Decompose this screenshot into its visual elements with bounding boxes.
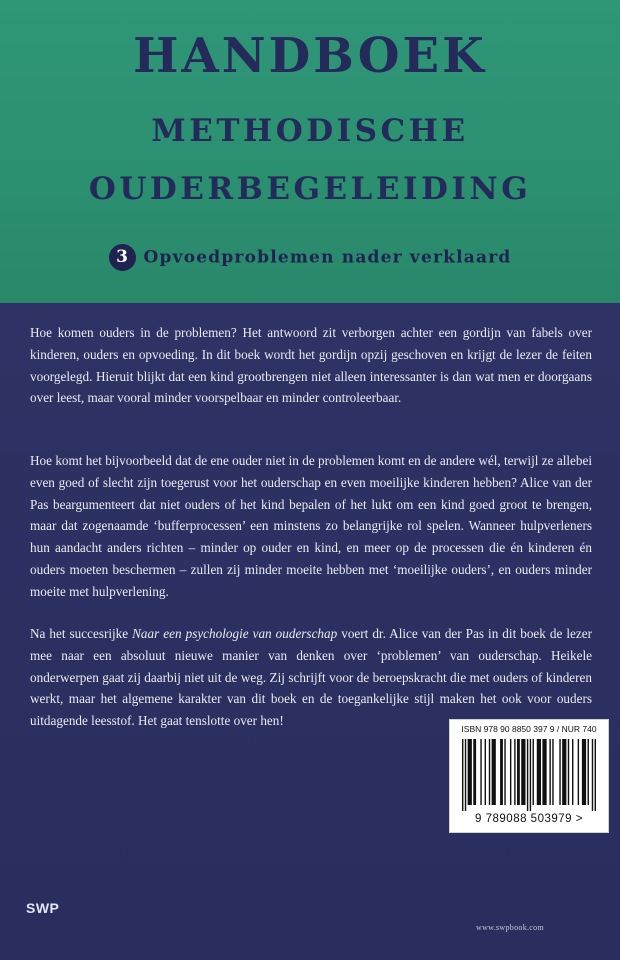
barcode-bar	[514, 739, 515, 805]
barcode-bar	[465, 739, 466, 811]
title-ouderbegeleiding: OUDERBEGELEIDING	[88, 171, 532, 207]
barcode-bar	[588, 739, 589, 805]
barcode-bar	[521, 739, 525, 805]
barcode-bar	[542, 739, 546, 805]
barcode-bar	[552, 739, 553, 805]
barcode-bar	[533, 739, 534, 805]
barcode	[462, 739, 596, 811]
publisher-logo: SWP	[26, 900, 60, 916]
barcode-bar	[549, 739, 550, 805]
barcode-bar	[572, 739, 573, 805]
isbn-label: ISBN 978 90 8850 397 9 / NUR 740	[461, 724, 597, 734]
barcode-bar	[592, 739, 593, 811]
barcode-bar	[473, 739, 476, 805]
volume-number-badge: 3	[109, 244, 136, 271]
blurb-p3-start: Na het succesrijke	[30, 626, 133, 641]
title-band	[0, 0, 620, 303]
barcode-bar	[568, 739, 569, 805]
barcode-box	[449, 719, 609, 833]
blurb-paragraph-1: Hoe komen ouders in de problemen? Het antwoord zit verborgen achter een gordijn van fabels over kinderen, ouders en opvoeding. In dit boek wordt het gordijn opzij geschoven en krijgt de lezer de feiten voorgelegd. Hieruit blijkt dat een kind grootbrengen niet alleen interessanter is dan wat men er doorgaans over leest, maar vooral minder voorspelbaar en minder controleerbaar.	[30, 325, 592, 406]
previous-book-title: Naar een psychologie van ouderschap	[132, 626, 338, 641]
volume-subtitle: Opvoedproblemen nader verklaard	[143, 247, 512, 268]
barcode-bar	[578, 739, 579, 805]
barcode-bar	[462, 739, 463, 811]
blurb-paragraph-2: Hoe komt het bijvoorbeeld dat de ene ouder niet in de problemen komt en de andere wél, terwijl ze allebei even goed of slecht zijn toegerust voor het ouderschap en even moeilijke kinderen hebben? Alice van der Pas beargumenteert dat niet ouders of het kind bepalen of het lukt om een kind goed groot te brengen, maar dat zogenaamde ‘bufferprocessen’ een minstens zo belangrijke rol spelen. Wanneer hulpverleners hun aandacht anders richten – minder op ouder en kind, en meer op de processen die én kinderen én ouders moeten beschermen – zullen zij minder moeite hebben met ‘moeilijke ouders’, en ouders minder moeite met hulpverlening.	[30, 453, 592, 599]
barcode-bar	[559, 739, 560, 805]
barcode-bar	[492, 739, 496, 805]
title-handboek: HANDBOEK	[133, 28, 487, 84]
barcode-bar	[595, 739, 596, 811]
barcode-bar	[500, 739, 503, 805]
barcode-bar	[537, 739, 541, 805]
barcode-bar	[517, 739, 520, 805]
barcode-bar	[485, 739, 486, 805]
barcode-bar	[530, 739, 531, 811]
barcode-digits: 9 789088 503979 >	[475, 813, 583, 825]
barcode-bar	[562, 739, 566, 805]
barcode-bar	[480, 739, 481, 805]
barcode-bar	[468, 739, 472, 805]
barcode-bar	[527, 739, 528, 811]
blurb-paragraph-3	[30, 623, 592, 732]
barcode-bar	[489, 739, 490, 805]
volume-subtitle-line	[0, 244, 620, 271]
barcode-bar	[504, 739, 505, 805]
blurb-p3-rest: voert dr. Alice van der Pas in dit boek de lezer mee naar een absoluut nieuwe manier van denken over ‘problemen’ van ouderschap. Heikele onderwerpen gaat zij daarbij niet uit de weg. Zij schrijft voor de beroepskracht die met ouders of kinderen werkt, maar het algemene karakter van dit boek en de toegankelijke stijl maken het ook voor ouders uitdagende leesstof. Het gaat tenslotte over hen!	[30, 626, 592, 729]
barcode-bar	[582, 739, 586, 805]
title-methodische: METHODISCHE	[151, 113, 469, 149]
barcode-bar	[510, 739, 511, 805]
publisher-website: www.swpbook.com	[476, 923, 544, 932]
